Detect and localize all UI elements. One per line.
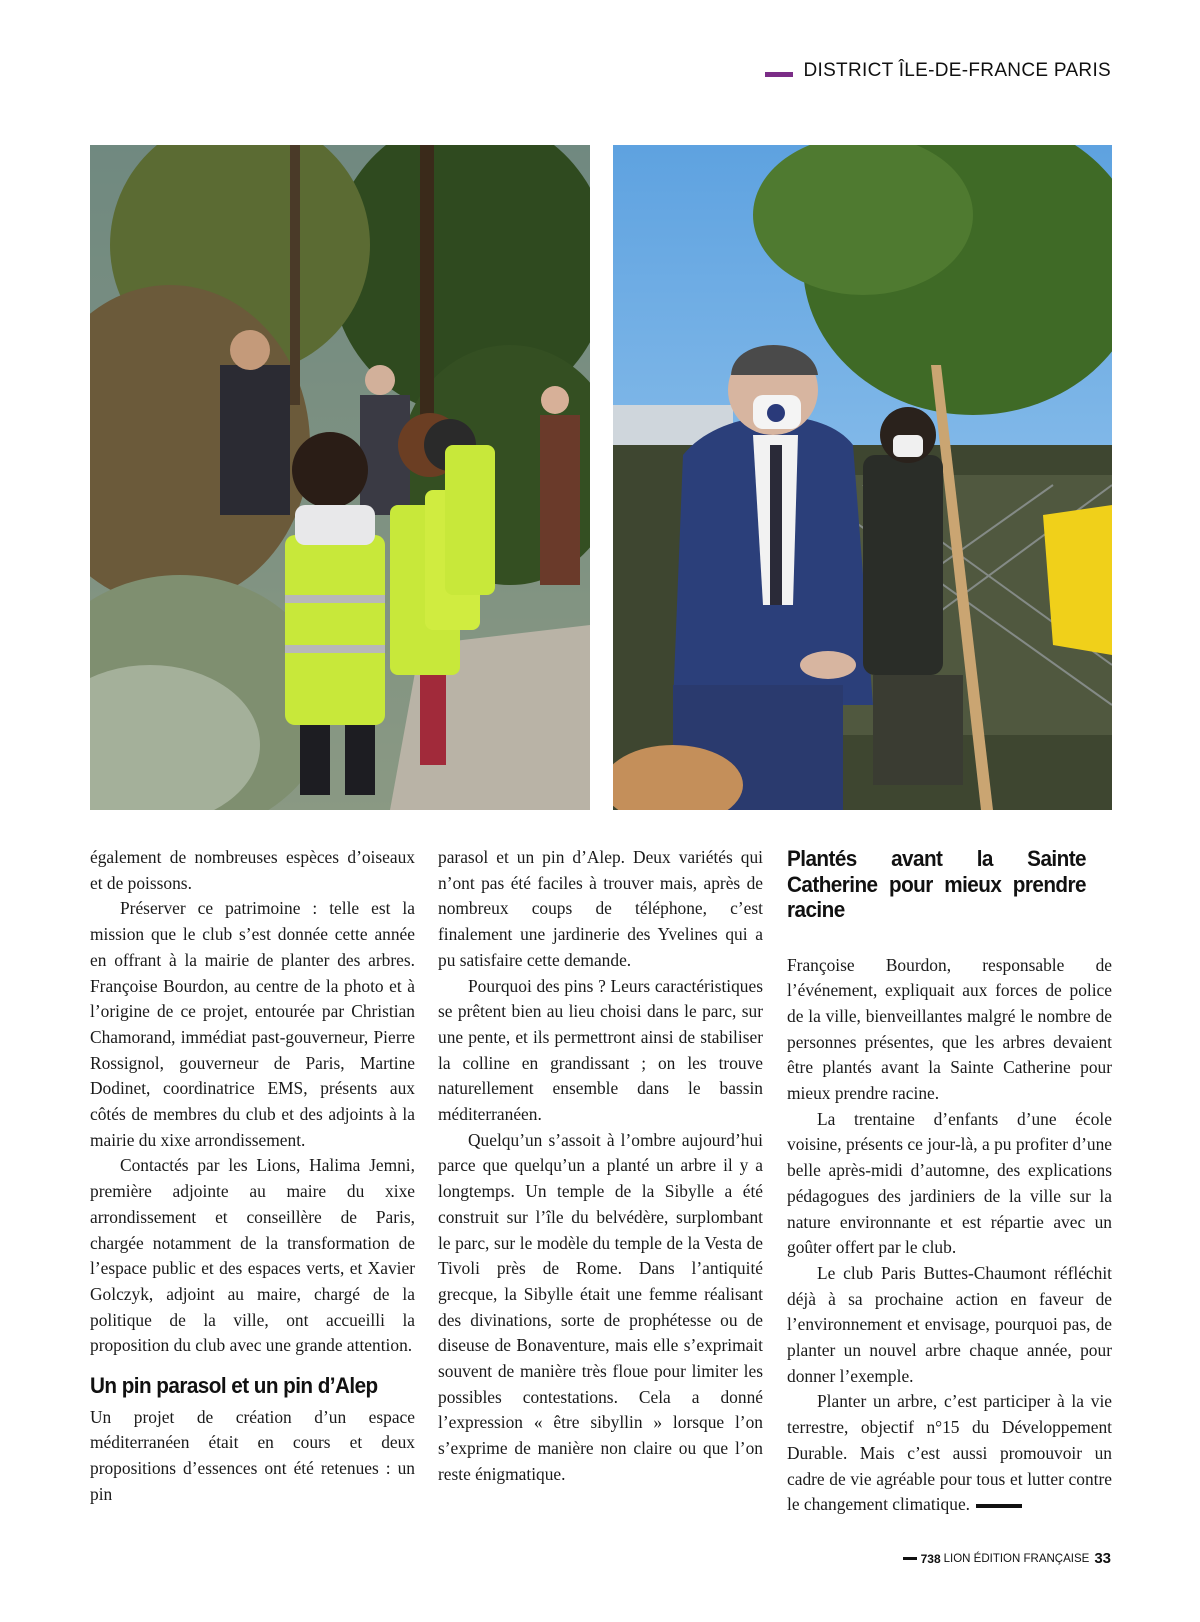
text-column-2 — [438, 845, 763, 1488]
text-column-1 — [90, 845, 415, 1507]
photo-tree-planting — [613, 145, 1112, 810]
photo-children-garden-icon — [90, 145, 590, 810]
section-title: DISTRICT ÎLE-DE-FRANCE PARIS — [803, 60, 1111, 81]
publication-name: LION ÉDITION FRANÇAISE — [943, 1552, 1090, 1565]
accent-bar — [765, 72, 793, 77]
paragraph: La trentaine d’enfants d’une école voisine, présents ce jour-là, a pu profiter d’une belle après-midi d’automne, des explications pédagogues des jardiniers de la ville sur la nature environnante et est répartie avec un goûter offert par le club. — [787, 1108, 1112, 1258]
paragraph: Le club Paris Buttes-Chaumont réfléchit déjà à sa prochaine action en faveur de l’environnement et envisage, pourquoi pas, de planter un nouvel arbre chaque année, pour donner l’exemple. — [787, 1262, 1112, 1386]
paragraph: Quelqu’un s’assoit à l’ombre aujourd’hui parce que quelqu’un a planté un arbre il y a longtemps. Un temple de la Sibylle a été construit sur l’île du belvédère, surplombant le parc, sur le modèle du temple de la Vesta de Tivoli près de Rome. Dans l’antiquité grecque, la Sibylle était une femme réalisant des divinations, sorte de prophétesse ou de diseuse de Bonaventure, mais elle s’exprimait souvent de manière très floue pour limiter les possibles contestations. Cela a donné l’expression « être sibyllin » lorsque l’on s’exprime de manière non claire ou que l’on reste énigmatique. — [438, 1129, 763, 1484]
end-mark — [976, 1504, 1022, 1508]
text-column-3 — [787, 846, 1112, 1518]
paragraph: Pourquoi des pins ? Leurs caractéristiques se prêtent bien au lieu choisi dans le parc, sur une pente, et ils permettront ainsi de stabiliser la colline en grandissant ; on les trouve naturellement ensemble dans le bassin méditerranéen. — [438, 975, 763, 1125]
paragraph: Préserver ce patrimoine : telle est la mission que le club s’est donnée cette année en offrant à la mairie de planter des arbres. Françoise Bourdon, au centre de la photo et à l’origine de ce projet, entourée par Christian Chamorand, immédiat past-gouverneur, Pierre Rossignol, gouverneur de Paris, Martine Dodinet, coordinatrice EMS, présents aux côtés de membres du club et des adjoints à la mairie du xixe arrondissement. — [90, 898, 415, 1150]
photo-children-garden — [90, 145, 590, 810]
paragraph-final — [787, 1389, 1112, 1518]
issue-number: 738 — [920, 1551, 941, 1566]
paragraph: également de nombreuses espèces d’oiseaux et de poissons. — [90, 847, 415, 893]
paragraph: parasol et un pin d’Alep. Deux variétés qui n’ont pas été faciles à trouver mais, après de nombreux coups de téléphone, c’est finalement une jardinerie des Yvelines qui a pu satisfaire cette demande. — [438, 847, 763, 970]
paragraph: Françoise Bourdon, responsable de l’événement, expliquait aux forces de police de la ville, bienveillantes malgré le nombre de personnes présentes, que les arbres devaient être plantés avant la Sainte Catherine pour mieux prendre racine. — [787, 954, 1112, 1104]
footer-dash — [903, 1557, 917, 1560]
section-heading: Un pin parasol et un pin d’Alep — [90, 1373, 378, 1399]
page-number: 33 — [1094, 1550, 1111, 1567]
page-footer — [903, 1550, 1111, 1567]
photo-tree-planting-icon — [613, 145, 1112, 810]
section-heading: Plantés avant la Sainte Catherine pour mieux prendre racine — [787, 846, 1086, 922]
section-header — [765, 60, 1111, 82]
paragraph: Un projet de création d’un espace méditerranéen était en cours et deux propositions d’essences ont été retenues : un pin — [90, 1406, 415, 1504]
paragraph-text: Planter un arbre, c’est participer à la vie terrestre, objectif n°15 du Développement Durable. Mais c’est aussi promouvoir un cadre de vie agréable pour tous et lutter contre le changement climatique. — [787, 1391, 1112, 1515]
paragraph: Contactés par les Lions, Halima Jemni, première adjointe au maire du xixe arrondissement et conseillère de Paris, chargée notamment de la transformation de l’espace public et des espaces verts, et Xavier Golczyk, adjoint au maire, chargé de la politique de la ville, ont accueilli la proposition du club avec une grande attention. — [90, 1155, 415, 1356]
